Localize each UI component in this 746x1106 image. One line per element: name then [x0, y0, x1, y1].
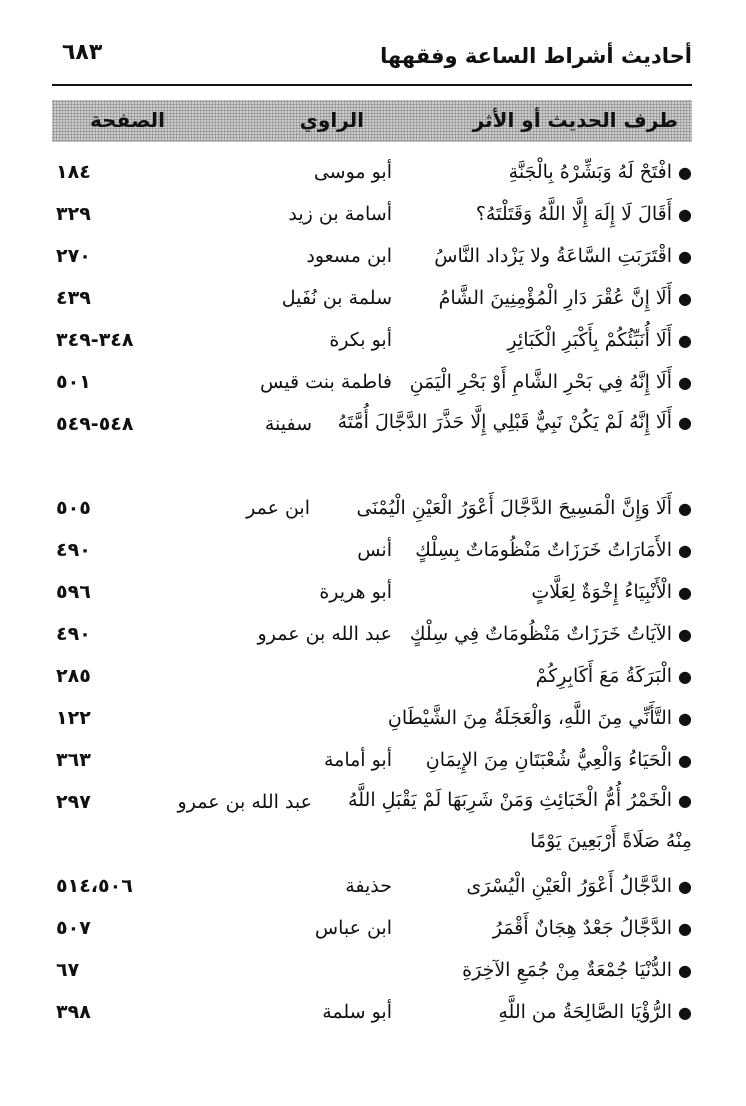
table-row	[52, 776, 692, 860]
hadith-text-cell	[410, 362, 692, 403]
bullet-icon: ●	[678, 667, 692, 686]
page-ref-cell: ٥٠٥	[56, 497, 91, 519]
narrator-cell: فاطمة بنت قيس	[260, 371, 392, 393]
hadith-text-cell	[466, 866, 692, 907]
narrator-cell: ابن عمر	[246, 497, 310, 519]
hadith-text-cell	[509, 152, 692, 193]
hadith-text-cell	[415, 530, 692, 571]
hadith-text-cell	[356, 488, 692, 529]
table-row	[52, 566, 692, 608]
page-ref-cell: ٣٤٨-٣٤٩	[56, 329, 134, 351]
page-ref-cell: ٢٧٠	[56, 245, 91, 267]
page-ref-cell: ٦٧	[56, 959, 80, 981]
table-row	[52, 650, 692, 692]
table-row	[52, 146, 692, 188]
narrator-cell: أبو سلمة	[322, 1001, 392, 1023]
hadith-text: الْبَرَكَةُ مَعَ أَكَابِرِكُمْ	[535, 665, 673, 687]
bullet-icon: ●	[678, 289, 692, 308]
bullet-icon: ●	[678, 751, 692, 770]
bullet-icon: ●	[678, 331, 692, 350]
bullet-icon: ●	[678, 791, 692, 810]
hadith-text-cell	[426, 740, 692, 781]
bullet-icon: ●	[678, 205, 692, 224]
page-ref-cell: ٣٩٨	[56, 1001, 91, 1023]
hadith-text: الْأَنْبِيَاءُ إِخْوَةٌ لِعَلَّاتٍ	[531, 581, 673, 603]
hadith-text-cell	[476, 194, 692, 235]
hadith-text-cell	[410, 614, 692, 655]
table-row	[52, 608, 692, 650]
hadith-text: الأَمَارَاتُ خَرَزَاتٌ مَنْظُومَاتٌ بِسِلْكٍ	[415, 539, 673, 561]
table-row	[52, 482, 692, 524]
hadith-text: التَّأَنِّي مِنَ اللَّهِ، وَالْعَجَلَةُ مِنَ الشَّيْطَانِ	[387, 707, 673, 729]
table-header	[52, 100, 692, 142]
narrator-cell: حذيفة	[345, 875, 392, 897]
bullet-icon: ●	[678, 373, 692, 392]
narrator-cell: أسامة بن زيد	[288, 203, 392, 225]
page-ref-cell: ٥٠١	[56, 371, 91, 393]
index-table	[52, 146, 692, 1028]
bullet-icon: ●	[678, 709, 692, 728]
hadith-text-cell	[434, 236, 692, 277]
hadith-text: الدَّجَّالُ جَعْدٌ هِجَانٌ أَقْمَرُ	[492, 917, 673, 939]
hadith-text: الدَّجَّالُ أَعْوَرُ الْعَيْنِ الْيُسْرَى	[466, 875, 673, 897]
narrator-cell: أبو بكرة	[329, 329, 392, 351]
table-row	[52, 860, 692, 902]
table-row	[52, 944, 692, 986]
page-ref-cell: ١٨٤	[56, 161, 91, 183]
hadith-text: افْتَحْ لَهُ وَبَشِّرْهُ بِالْجَنَّةِ	[508, 161, 673, 183]
bullet-icon: ●	[678, 625, 692, 644]
table-row	[52, 356, 692, 398]
narrator-cell: عبد الله بن عمرو	[257, 623, 392, 645]
page-ref-cell: ٤٩٠	[56, 539, 91, 561]
hadith-text-cell	[462, 950, 692, 991]
page-ref-cell: ٤٩٠	[56, 623, 91, 645]
hadith-text: أَلَا إِنَّهُ فِي بَحْرِ الشَّامِ أَوْ بَحْرِ الْيَمَنِ	[409, 371, 673, 393]
bullet-icon: ●	[678, 877, 692, 896]
bullet-icon: ●	[678, 541, 692, 560]
narrator-cell: سلمة بن نُفَيل	[281, 287, 392, 309]
table-row	[52, 272, 692, 314]
hadith-text: أَلَا أُنَبِّئُكُمْ بِأَكْبَرِ الْكَبَائِرِ	[507, 329, 673, 351]
running-title: أحاديث أشراط الساعة وفقهها	[380, 44, 692, 68]
hadith-text-cell	[388, 698, 692, 739]
column-header-page: الصفحة	[90, 108, 166, 132]
bullet-icon: ●	[678, 499, 692, 518]
hadith-text: أَلَا إِنَّهُ لَمْ يَكُنْ نَبِيٌّ قَبْلِي إِلَّا حَذَّرَ الدَّجَّالَ أُمَّتَهُ	[337, 411, 673, 433]
table-row	[52, 230, 692, 272]
page-ref-cell: ١٢٢	[56, 707, 91, 729]
hadith-text-cell	[332, 780, 692, 861]
narrator-cell: ابن عباس	[314, 917, 392, 939]
narrator-cell: أبو هريرة	[319, 581, 392, 603]
hadith-text: الْحَيَاءُ وَالْعِيُّ شُعْبَتَانِ مِنَ الإِيمَانِ	[425, 749, 673, 771]
hadith-text: الآيَاتُ خَرَزَاتٌ مَنْظُومَاتٌ فِي سِلْكٍ	[409, 623, 673, 645]
header-rule	[52, 84, 692, 86]
narrator-cell: ابن مسعود	[306, 245, 392, 267]
page-ref-cell: ٣٦٣	[56, 749, 91, 771]
table-row	[52, 692, 692, 734]
bullet-icon: ●	[678, 583, 692, 602]
table-row	[52, 986, 692, 1028]
hadith-text: أَلَا إِنَّ عُقْرَ دَارِ الْمُؤْمِنِينَ الشَّامُ	[438, 287, 673, 309]
hadith-text-cell	[536, 656, 692, 697]
bullet-icon: ●	[678, 1003, 692, 1022]
bullet-icon: ●	[678, 247, 692, 266]
table-row	[52, 398, 692, 482]
page-ref-cell: ٥٠٧	[56, 917, 91, 939]
hadith-text: أَلَا وَإِنَّ الْمَسِيحَ الدَّجَّالَ أَعْوَرُ الْعَيْنِ الْيُمْنَى	[356, 497, 673, 519]
hadith-text-cell	[439, 278, 692, 319]
table-row	[52, 734, 692, 776]
hadith-text: اقْتَرَبَتِ السَّاعَةُ ولا يَزْداد النَّاسُ	[434, 245, 673, 267]
page-ref-cell: ٢٩٧	[56, 791, 91, 813]
page-ref-cell: ٥٤٨-٥٤٩	[56, 413, 134, 435]
hadith-text-cell	[498, 992, 692, 1033]
narrator-cell: أبو أمامة	[323, 749, 392, 771]
column-header-text: طرف الحديث أو الأثر	[472, 108, 678, 132]
page-ref-cell: ٤٣٩	[56, 287, 91, 309]
hadith-text: الرُّؤْيَا الصَّالِحَةُ من اللَّهِ	[498, 1001, 673, 1023]
hadith-text: الدُّنْيَا جُمْعَةٌ مِنْ جُمَعِ الآخِرَةِ	[462, 959, 673, 981]
page-ref-cell: ٥١٤،٥٠٦	[56, 875, 133, 897]
narrator-cell: عبد الله بن عمرو	[177, 791, 312, 813]
table-row	[52, 188, 692, 230]
narrator-cell: أنس	[357, 539, 392, 561]
narrator-cell: سفينة	[264, 413, 312, 435]
page-ref-cell: ٥٩٦	[56, 581, 91, 603]
bullet-icon: ●	[678, 961, 692, 980]
table-row	[52, 524, 692, 566]
hadith-text-cell	[531, 572, 692, 613]
hadith-text-cell	[332, 402, 692, 443]
table-row	[52, 902, 692, 944]
page-number: ٦٨٣	[62, 40, 103, 65]
running-header	[52, 36, 692, 80]
table-row	[52, 314, 692, 356]
page-ref-cell: ٣٢٩	[56, 203, 91, 225]
bullet-icon: ●	[678, 919, 692, 938]
hadith-text-cell	[507, 320, 692, 361]
bullet-icon: ●	[678, 163, 692, 182]
column-header-narrator: الراوي	[299, 108, 364, 132]
narrator-cell: أبو موسى	[313, 161, 392, 183]
hadith-text: أَقَالَ لَا إِلَهَ إِلَّا اللَّهُ وَقَتَلْتَهُ؟	[475, 203, 673, 225]
page-ref-cell: ٢٨٥	[56, 665, 91, 687]
hadith-text: الْخَمْرُ أُمُّ الْخَبَائِثِ وَمَنْ شَرِبَهَا لَمْ يَقْبَلِ اللَّهُ مِنْهُ صَلَاةً أَرْبَعِينَ يَوْمًا	[348, 789, 692, 852]
bullet-icon: ●	[678, 413, 692, 432]
hadith-text-cell	[493, 908, 692, 949]
